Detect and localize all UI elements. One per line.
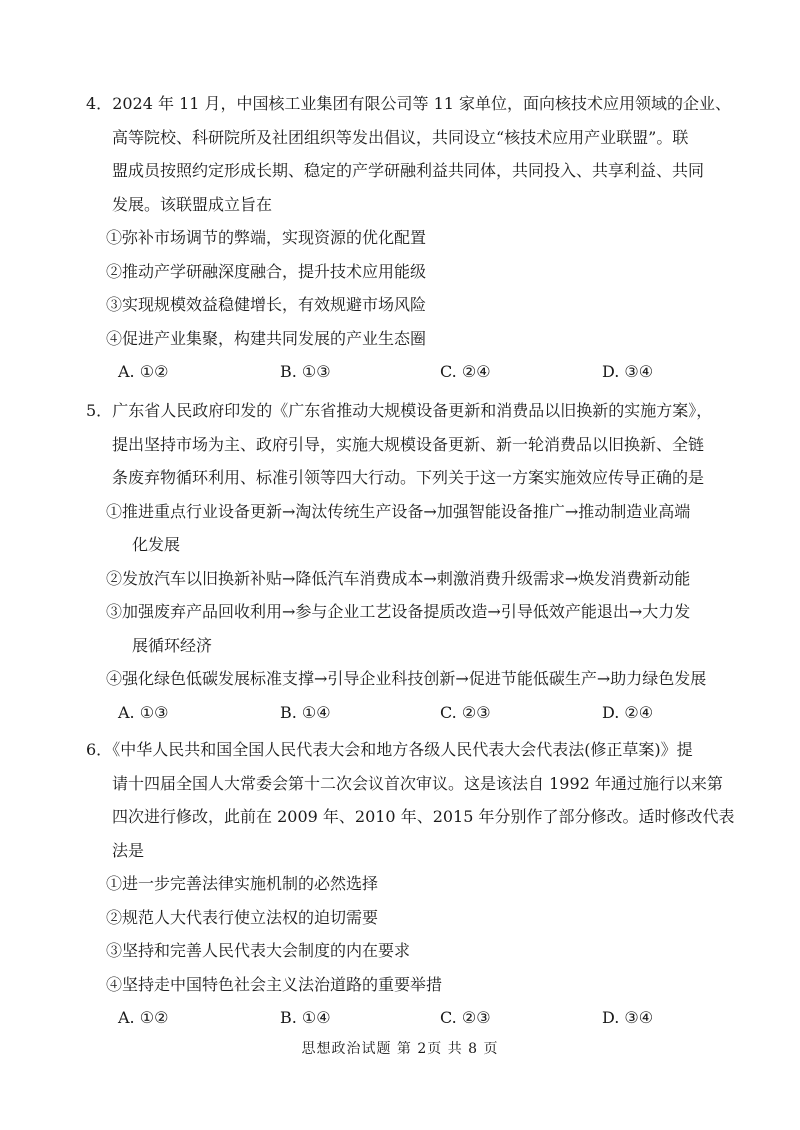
choice-b: B. ①④	[280, 702, 331, 722]
question-stem-line: 4．2024 年 11 月，中国核工业集团有限公司等 11 家单位，面向核技术应用领域的企业、	[86, 94, 732, 113]
question-stem-line: 四次进行修改，此前在 2009 年、2010 年、2015 年分别作了部分修改。适时修改代表	[112, 807, 735, 826]
answer-choices	[86, 1001, 726, 1035]
statement-option-1: ①推进重点行业设备更新→淘汰传统生产设备→加强智能设备推广→推动制造业高端	[106, 501, 691, 521]
statement-option-3-continued: 展循环经济	[132, 635, 213, 655]
answer-choices	[86, 355, 726, 389]
statement-option-4: ④强化绿色低碳发展标准支撑→引导企业科技创新→促进节能低碳生产→助力绿色发展	[106, 669, 707, 688]
statement-option-2: ②发放汽车以旧换新补贴→降低汽车消费成本→刺激消费升级需求→焕发消费新动能	[106, 568, 691, 588]
question-number: 5．	[86, 401, 113, 420]
choice-c: C. ②③	[440, 702, 491, 722]
question-stem-line: 提出坚持市场为主、政府引导，实施大规模设备更新、新一轮消费品以旧换新、全链	[112, 434, 705, 454]
statement-option-1: ①弥补市场调节的弊端，实现资源的优化配置	[106, 228, 427, 247]
choice-a: A. ①②	[118, 1008, 169, 1027]
question-stem-line: 法是	[112, 840, 145, 860]
choice-c: C. ②④	[440, 362, 491, 381]
question-4	[86, 87, 732, 389]
question-stem-line: 5．广东省人民政府印发的《广东省推动大规模设备更新和消费品以旧换新的实施方案》，	[86, 401, 713, 420]
page-footer: 思想政治试题 第 2页 共 8 页	[301, 1041, 499, 1057]
question-stem-line: 高等院校、科研院所及社团组织等发出倡议，共同设立“核技术应用产业联盟”。联	[112, 127, 689, 147]
choice-a: A. ①②	[118, 362, 169, 381]
question-stem-line: 请十四届全国人大常委会第十二次会议首次审议。这是该法自 1992 年通过施行以来第	[112, 773, 723, 793]
choice-d: D. ③④	[602, 1008, 654, 1027]
question-stem-line: 发展。该联盟成立旨在	[112, 194, 273, 214]
statement-option-3: ③加强废弃产品回收利用→参与企业工艺设备提质改造→引导低效产能退出→大力发	[106, 602, 691, 621]
statement-option-2: ②规范人大代表行使立法权的迫切需要	[106, 907, 379, 927]
statement-option-3: ③坚持和完善人民代表大会制度的内在要求	[106, 941, 411, 960]
choice-b: B. ①④	[280, 1008, 331, 1027]
question-stem-line: 盟成员按照约定形成长期、稳定的产学研融利益共同体，共同投入、共享利益、共同	[112, 161, 705, 180]
choice-c: C. ②③	[440, 1008, 491, 1027]
question-stem-line: 条废弃物循环利用、标准引领等四大行动。下列关于这一方案实施效应传导正确的是	[112, 468, 705, 487]
question-number: 4．	[86, 94, 113, 113]
statement-option-4: ④促进产业集聚，构建共同发展的产业生态圈	[106, 328, 427, 348]
answer-choices	[86, 696, 726, 730]
choice-d: D. ②④	[602, 702, 654, 722]
choice-b: B. ①③	[280, 362, 331, 381]
question-number: 6．	[86, 740, 113, 759]
choice-d: D. ③④	[602, 362, 654, 381]
question-6	[86, 733, 735, 1035]
question-5	[86, 394, 726, 729]
statement-option-1: ①进一步完善法律实施机制的必然选择	[106, 874, 379, 893]
choice-a: A. ①③	[118, 702, 169, 722]
statement-option-3: ③实现规模效益稳健增长，有效规避市场风险	[106, 295, 427, 314]
statement-option-2: ②推动产学研融深度融合，提升技术应用能级	[106, 261, 427, 281]
statement-option-1-continued: 化发展	[132, 535, 181, 554]
question-stem-line: 6．《中华人民共和国全国人民代表大会和地方各级人民代表大会代表法(修正草案)》提	[86, 740, 693, 759]
statement-option-4: ④坚持走中国特色社会主义法治道路的重要举措	[106, 974, 443, 994]
